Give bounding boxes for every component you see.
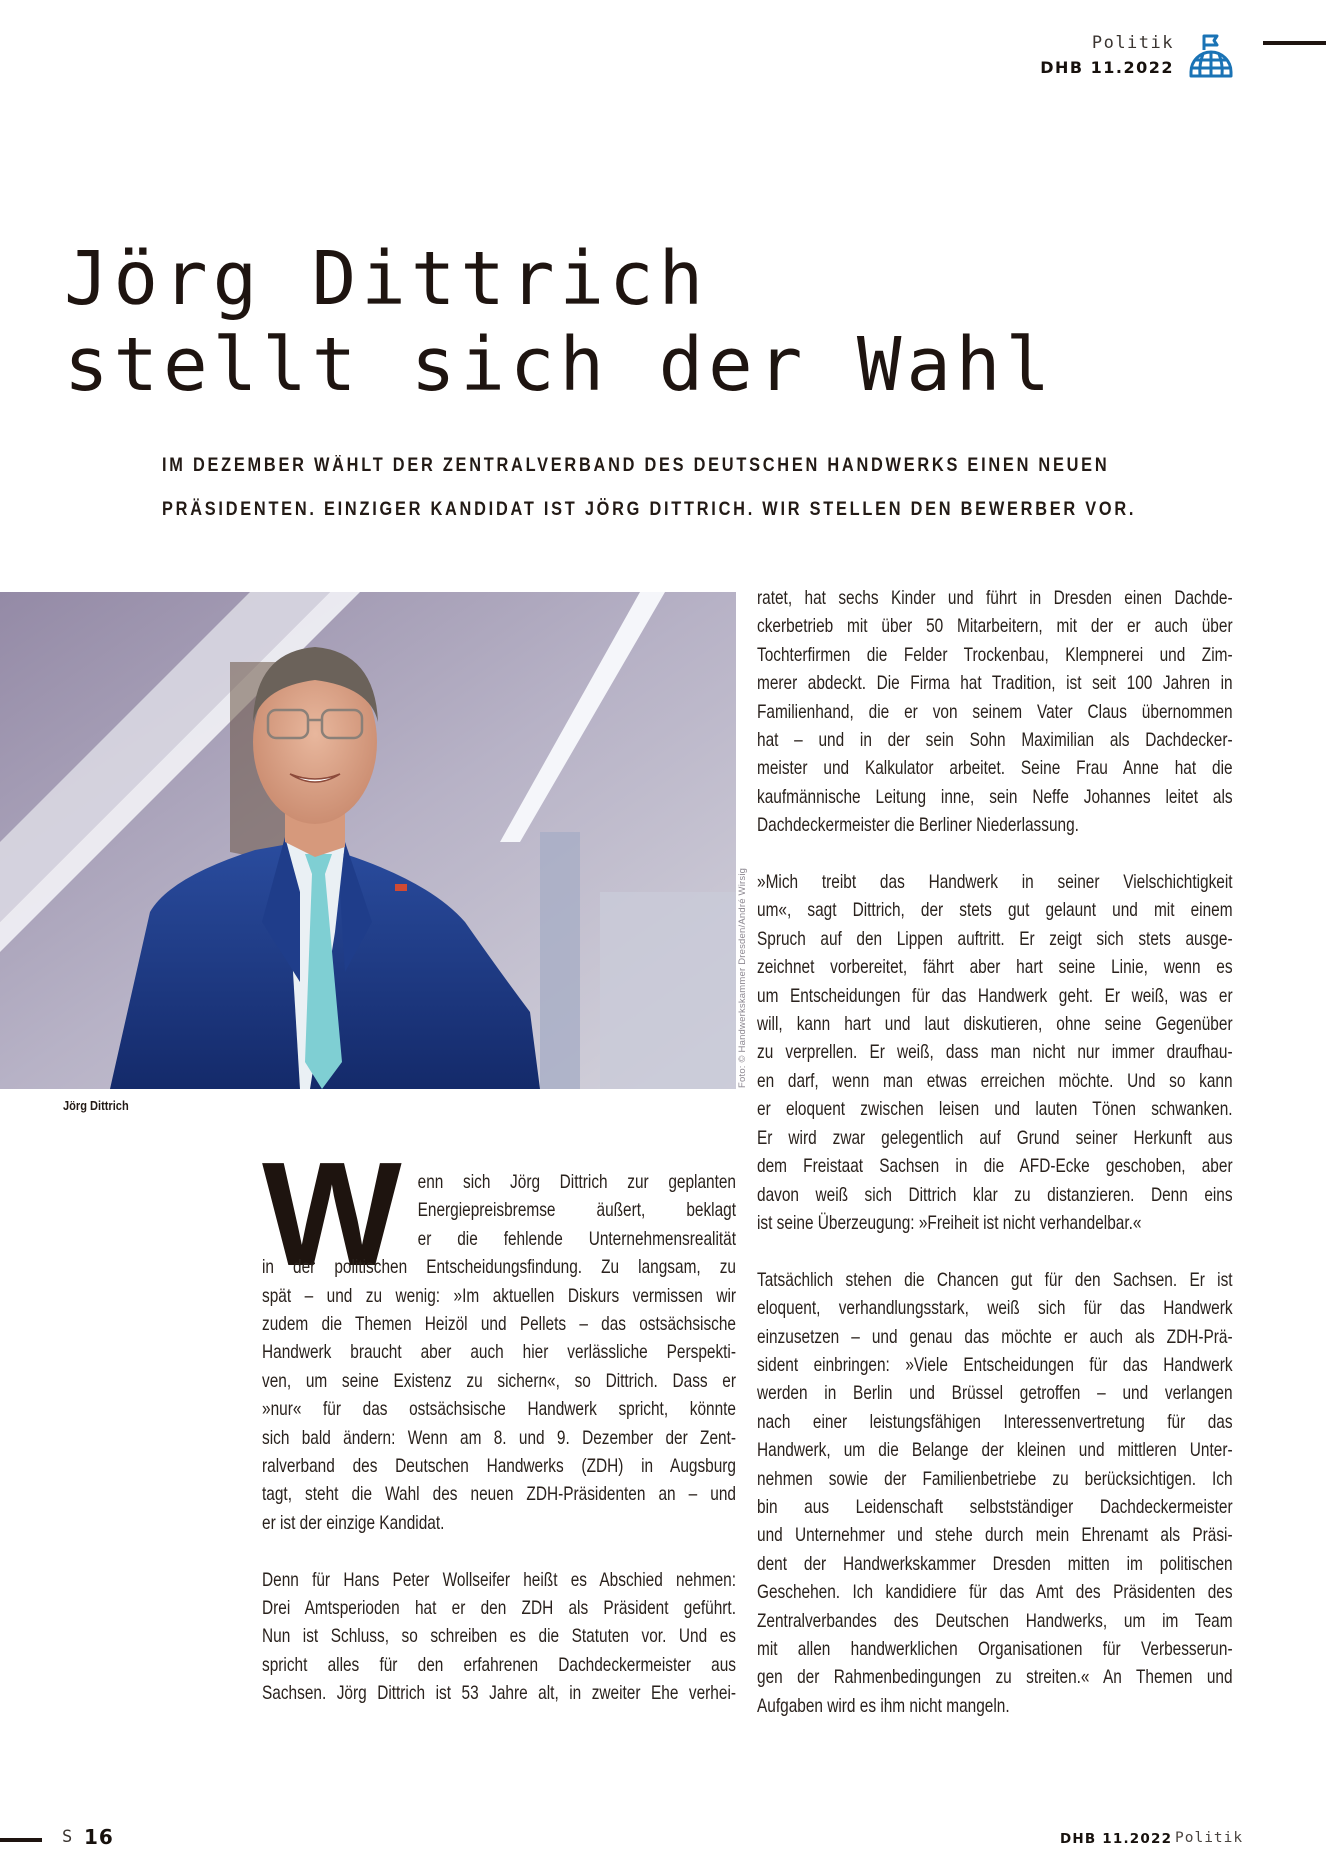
paragraph bbox=[757, 1266, 1233, 1721]
text-line: sident einbringen: »Viele Entscheidungen für das Handwerk bbox=[757, 1353, 1233, 1376]
header-rule bbox=[1263, 41, 1326, 45]
text-line: um«, sagt Dittrich, der stets gut gelaunt und mit einem bbox=[757, 899, 1233, 922]
text-line: ist seine Überzeugung: »Freiheit ist nicht verhandelbar.« bbox=[757, 1211, 1142, 1234]
text-line: will, kann hart und laut diskutieren, ohne seine Gegenüber bbox=[757, 1013, 1233, 1036]
text-line: meister und Kalkulator arbeitet. Seine Frau Anne hat die bbox=[757, 757, 1233, 780]
footer-issue: DHB 11.2022 bbox=[1060, 1831, 1173, 1847]
text-line: Energiepreisbremse äußert, beklagt bbox=[417, 1199, 736, 1222]
text-line: Spruch auf den Lippen auftritt. Er zeigt sich stets ausge- bbox=[757, 927, 1233, 950]
page-number: 16 bbox=[84, 1825, 114, 1849]
paragraph bbox=[757, 868, 1233, 1237]
text-line: um Entscheidungen für das Handwerk geht. Er weiß, was er bbox=[757, 984, 1233, 1007]
text-line: hat – und in der sein Sohn Maximilian als Dachdecker- bbox=[757, 729, 1233, 752]
text-line: spät – und zu wenig: »Im aktuellen Diskurs vermissen wir bbox=[262, 1284, 736, 1307]
text-line: Nun ist Schluss, so schreiben es die Statuten vor. Und es bbox=[262, 1625, 736, 1648]
text-line: er die fehlende Unternehmensrealität bbox=[417, 1227, 736, 1250]
footer-rule bbox=[0, 1838, 42, 1842]
text-line: ckerbetrieb mit über 50 Mitarbeitern, mit der er auch über bbox=[757, 615, 1233, 638]
globe-dome-flag-icon bbox=[1188, 33, 1234, 79]
title-line-2: stellt sich der Wahl bbox=[64, 322, 1056, 408]
text-line: Denn für Hans Peter Wollseifer heißt es Abschied nehmen: bbox=[262, 1568, 736, 1591]
text-line: Dachdeckermeister die Berliner Niederlassung. bbox=[757, 814, 1079, 837]
text-line: »Mich treibt das Handwerk in seiner Vielschichtigkeit bbox=[757, 871, 1233, 894]
text-line: Geschehen. Ich kandidiere für das Amt des Präsidenten des bbox=[757, 1581, 1233, 1604]
text-line: Tochterfirmen die Felder Trockenbau, Klempnerei und Zim- bbox=[757, 643, 1233, 666]
photo-credit: Foto: © Handwerkskammer Dresden/André Wirsig bbox=[737, 867, 748, 1088]
drop-cap: W bbox=[262, 1132, 398, 1297]
text-line: Aufgaben wird es ihm nicht mangeln. bbox=[757, 1694, 1010, 1717]
text-line: eloquent, verhandlungsstark, weiß sich für das Handwerk bbox=[757, 1297, 1233, 1320]
section-label: Politik bbox=[1091, 33, 1174, 53]
text-line: mit allen handwerklichen Organisationen für Verbesserun- bbox=[757, 1638, 1233, 1660]
text-line: gen der Rahmenbedingungen zu streiten.« An Themen und bbox=[757, 1666, 1233, 1689]
text-line: merer abdeckt. Die Firma hat Tradition, ist seit 100 Jahren in bbox=[757, 672, 1233, 695]
text-line: einzusetzen – und genau das möchte er auch als ZDH-Prä- bbox=[757, 1325, 1233, 1348]
text-line: davon weiß sich Dittrich klar zu distanzieren. Denn eins bbox=[757, 1183, 1233, 1206]
paragraph bbox=[757, 584, 1233, 840]
text-line: ven, um seine Existenz zu sichern«, so Dittrich. Dass er bbox=[262, 1369, 736, 1392]
text-line: ralverband des Deutschen Handwerks (ZDH) in Augsburg bbox=[262, 1455, 736, 1478]
text-line: bin aus Leidenschaft selbstständiger Dachdeckermeister bbox=[757, 1495, 1233, 1518]
issue-label: DHB 11.2022 bbox=[1040, 58, 1174, 77]
article-lead bbox=[162, 444, 1211, 532]
body-column-left bbox=[262, 1132, 736, 1708]
page-prefix: S bbox=[62, 1827, 73, 1847]
text-line: Tatsächlich stehen die Chancen gut für den Sachsen. Er ist bbox=[757, 1268, 1233, 1291]
text-line: enn sich Jörg Dittrich zur geplanten bbox=[417, 1171, 736, 1193]
paragraph bbox=[262, 1566, 736, 1708]
text-line: und Unternehmer und stehe durch mein Ehrenamt als Präsi- bbox=[757, 1524, 1233, 1547]
text-line: zu verprellen. Er weiß, dass man nicht nur immer draufhau- bbox=[757, 1041, 1233, 1064]
footer-section: Politik bbox=[1175, 1830, 1244, 1846]
text-line: zudem die Themen Heizöl und Pellets – das ostsächsische bbox=[262, 1313, 736, 1336]
text-line: nach einer leistungsfähigen Interessenvertretung für das bbox=[757, 1410, 1233, 1433]
text-line: in der politischen Entscheidungsfindung. Zu langsam, zu bbox=[262, 1256, 736, 1279]
text-line: »nur« für das ostsächsische Handwerk spricht, könnte bbox=[262, 1398, 736, 1421]
portrait-photo bbox=[0, 592, 736, 1089]
text-line: zeichnet vorbereitet, fährt aber hart seine Linie, wenn es bbox=[757, 956, 1233, 979]
text-line: kaufmännische Leitung inne, sein Neffe Johannes leitet als bbox=[757, 785, 1233, 808]
text-line: tagt, steht die Wahl des neuen ZDH-Präsidenten an – und bbox=[262, 1483, 736, 1506]
text-line: Er wird zwar gelegentlich auf Grund seiner Herkunft aus bbox=[757, 1126, 1233, 1149]
text-line: dem Freistaat Sachsen in die AFD-Ecke geschoben, aber bbox=[757, 1155, 1233, 1178]
body-column-right bbox=[757, 584, 1233, 1720]
text-line: Drei Amtsperioden hat er den ZDH als Präsident geführt. bbox=[262, 1597, 736, 1620]
text-line: Familienhand, die er von seinem Vater Claus übernommen bbox=[757, 700, 1233, 723]
text-line: Handwerk, um die Belange der kleinen und mittleren Unter- bbox=[757, 1439, 1233, 1462]
photo-caption: Jörg Dittrich bbox=[63, 1098, 129, 1113]
text-line: Zentralverbandes des Deutschen Handwerks, um im Team bbox=[757, 1609, 1233, 1632]
title-line-1: Jörg Dittrich bbox=[64, 236, 709, 322]
lead-line-2: PRÄSIDENTEN. EINZIGER KANDIDAT IST JÖRG DITTRICH. WIR STELLEN DEN BEWERBER VOR. bbox=[162, 499, 1137, 520]
text-line: en darf, wenn man etwas erreichen möchte. Und so kann bbox=[757, 1069, 1233, 1092]
article-title bbox=[64, 236, 1214, 408]
text-line: spricht alles für den erfahrenen Dachdeckermeister aus bbox=[262, 1653, 736, 1676]
text-line: werden in Berlin und Brüssel getroffen – und verlangen bbox=[757, 1382, 1233, 1405]
lead-line-1: IM DEZEMBER WÄHLT DER ZENTRALVERBAND DES DEUTSCHEN HANDWERKS EINEN NEUEN bbox=[162, 455, 1110, 476]
text-line: nehmen sowie der Familienbetriebe zu berücksichtigen. Ich bbox=[757, 1467, 1233, 1490]
paragraph bbox=[262, 1168, 736, 1537]
text-line: ratet, hat sechs Kinder und führt in Dresden einen Dachde- bbox=[757, 587, 1233, 609]
text-line: er eloquent zwischen leisen und lauten Tönen schwanken. bbox=[757, 1098, 1233, 1121]
text-line: Handwerk braucht aber auch hier verlässliche Perspekti- bbox=[262, 1341, 736, 1364]
text-line: sich bald ändern: Wenn am 8. und 9. Dezember der Zent- bbox=[262, 1426, 736, 1449]
text-line: er ist der einzige Kandidat. bbox=[262, 1511, 445, 1534]
text-line: dent der Handwerkskammer Dresden mitten im politischen bbox=[757, 1552, 1233, 1575]
text-line: Sachsen. Jörg Dittrich ist 53 Jahre alt, in zweiter Ehe verhei- bbox=[262, 1682, 736, 1705]
